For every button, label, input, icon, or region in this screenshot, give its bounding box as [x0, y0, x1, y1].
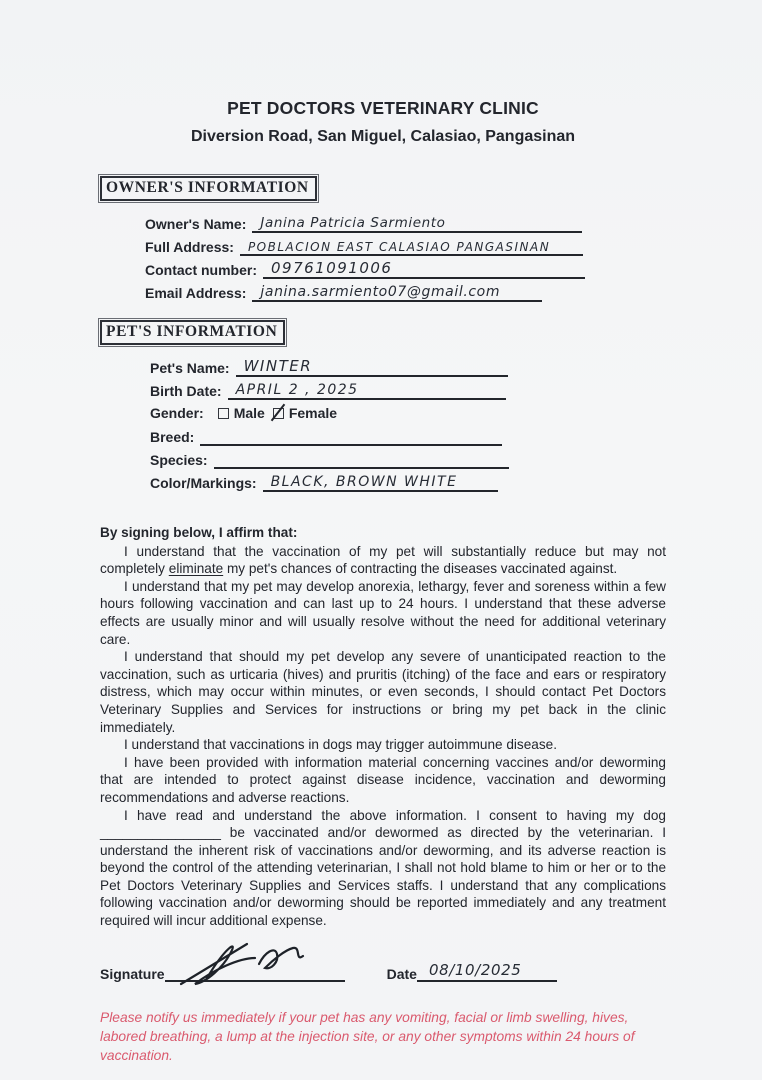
owner-name-row — [145, 213, 666, 233]
pet-color-label: Color/Markings: — [150, 475, 257, 491]
owner-fields — [145, 213, 666, 302]
pet-breed-row — [150, 426, 666, 446]
consent-p6-post: be vaccinated and/or dewormed as directed by the veterinarian. I understand the inherent risk of vaccinations and/or deworming, and its adverse reaction is beyond the control of the attending veterinarian, I shall not hold blame to him or her or to the Pet Doctors Veterinary Supplies and Services staffs. I understand that any complications following vaccination and/or deworming should be reported immediately and any treatment required will incur additional expense. — [100, 825, 666, 929]
owner-address-label: Full Address: — [145, 239, 234, 255]
pet-fields — [150, 357, 666, 492]
consent-paragraph-4: I understand that vaccinations in dogs may trigger autoimmune disease. — [124, 737, 557, 753]
pet-birthdate-row — [150, 380, 666, 400]
footer-warning-note: Please notify us immediately if your pet has any vomiting, facial or limb swelling, hives, labored breathing, a lump at the injection site, or any other symptoms within 24 hours of vaccination. — [100, 1009, 635, 1063]
pet-color-row — [150, 472, 666, 492]
male-checkbox — [218, 408, 229, 419]
signature-label: Signature — [100, 965, 165, 982]
date-label: Date — [386, 965, 417, 982]
owner-section-heading: OWNER'S INFORMATION — [100, 176, 317, 201]
owner-email-field — [252, 282, 542, 302]
owner-email-label: Email Address: — [145, 285, 247, 301]
consent-text-block — [100, 524, 666, 930]
consent-paragraph-6 — [100, 807, 666, 930]
consent-paragraph-1 — [100, 543, 666, 578]
pet-species-row — [150, 449, 666, 469]
date-field — [417, 960, 557, 982]
consent-heading: By signing below, I affirm that: — [100, 525, 298, 540]
pet-gender-row — [150, 403, 666, 423]
pet-birthdate-label: Birth Date: — [150, 383, 222, 399]
male-option-label: Male — [233, 405, 265, 421]
owner-contact-label: Contact number: — [145, 262, 257, 278]
pet-name-handwriting: WINTER — [243, 357, 313, 375]
owner-address-field — [240, 236, 583, 256]
pet-name-field — [236, 357, 508, 377]
pet-species-label: Species: — [150, 452, 208, 468]
pet-name-label: Pet's Name: — [150, 360, 230, 376]
signature-handwriting — [173, 934, 323, 986]
pet-gender-label: Gender: — [150, 404, 204, 421]
female-option-label: Female — [288, 405, 338, 421]
owner-contact-field — [263, 259, 585, 279]
consent-paragraph-2: I understand that my pet may develop anorexia, lethargy, fever and soreness within a few hours following vaccination and can last up to 24 hours. I understand that these adverse effects are usually minor and will usually resolve without the need for additional veterinary care. — [100, 578, 666, 647]
owner-address-row — [145, 236, 666, 256]
signature-row — [100, 960, 666, 982]
date-handwriting: 08/10/2025 — [428, 960, 522, 979]
owner-contact-row — [145, 259, 666, 279]
pet-species-field — [214, 449, 509, 469]
pet-breed-label: Breed: — [150, 429, 195, 445]
owner-address-handwriting: POBLACION EAST CALASIAO PANGASINAN — [247, 240, 551, 254]
owner-email-handwriting: janina.sarmiento07@gmail.com — [260, 284, 501, 300]
owner-name-field — [252, 213, 582, 233]
pet-breed-field — [200, 426, 502, 446]
consent-p6-pre: I have read and understand the above information. I consent to having my dog — [124, 807, 666, 823]
clinic-name: PET DOCTORS VETERINARY CLINIC — [227, 98, 539, 118]
form-content — [100, 98, 666, 1065]
owner-name-handwriting: Janina Patricia Sarmiento — [260, 215, 446, 231]
pet-section-heading: PET'S INFORMATION — [100, 320, 285, 345]
checkmark-slash — [271, 403, 286, 421]
dog-name-blank: ________________ — [100, 825, 221, 841]
consent-paragraph-5: I have been provided with information material concerning vaccines and/or deworming that are intended to protect against disease incidence, vaccination and deworming recommendations and adverse reactions. — [100, 754, 666, 805]
pet-name-row — [150, 357, 666, 377]
pet-color-field — [263, 472, 498, 492]
consent-p1-underlined-word: eliminate — [168, 561, 224, 577]
clinic-header — [100, 98, 666, 146]
owner-contact-handwriting: 09761091006 — [271, 259, 393, 277]
pet-color-handwriting: BLACK, BROWN WHITE — [270, 474, 458, 490]
owner-section — [100, 176, 666, 302]
signature-field — [165, 964, 345, 982]
pet-birthdate-field — [228, 380, 506, 400]
pet-birthdate-handwriting: APRIL 2 , 2025 — [235, 382, 359, 398]
owner-name-label: Owner's Name: — [145, 216, 247, 232]
consent-p1-pre: I understand that the vaccination of my pet will substantially reduce but may not completely — [100, 543, 666, 577]
pet-section — [100, 320, 666, 492]
owner-email-row — [145, 282, 666, 302]
consent-paragraph-3: I understand that should my pet develop any severe of unanticipated reaction to the vaccination, such as urticaria (hives) and pruritis (itching) of the face and ears or respiratory distress, which may occur within minutes, or even seconds, I should contact Pet Doctors Veterinary Supplies and Services for instructions or bring my pet back in the clinic immediately. — [100, 649, 666, 735]
female-checkbox — [273, 408, 284, 419]
consent-p1-post: my pet's chances of contracting the diseases vaccinated against. — [223, 561, 618, 577]
clinic-address: Diversion Road, San Miguel, Calasiao, Pangasinan — [190, 128, 576, 145]
